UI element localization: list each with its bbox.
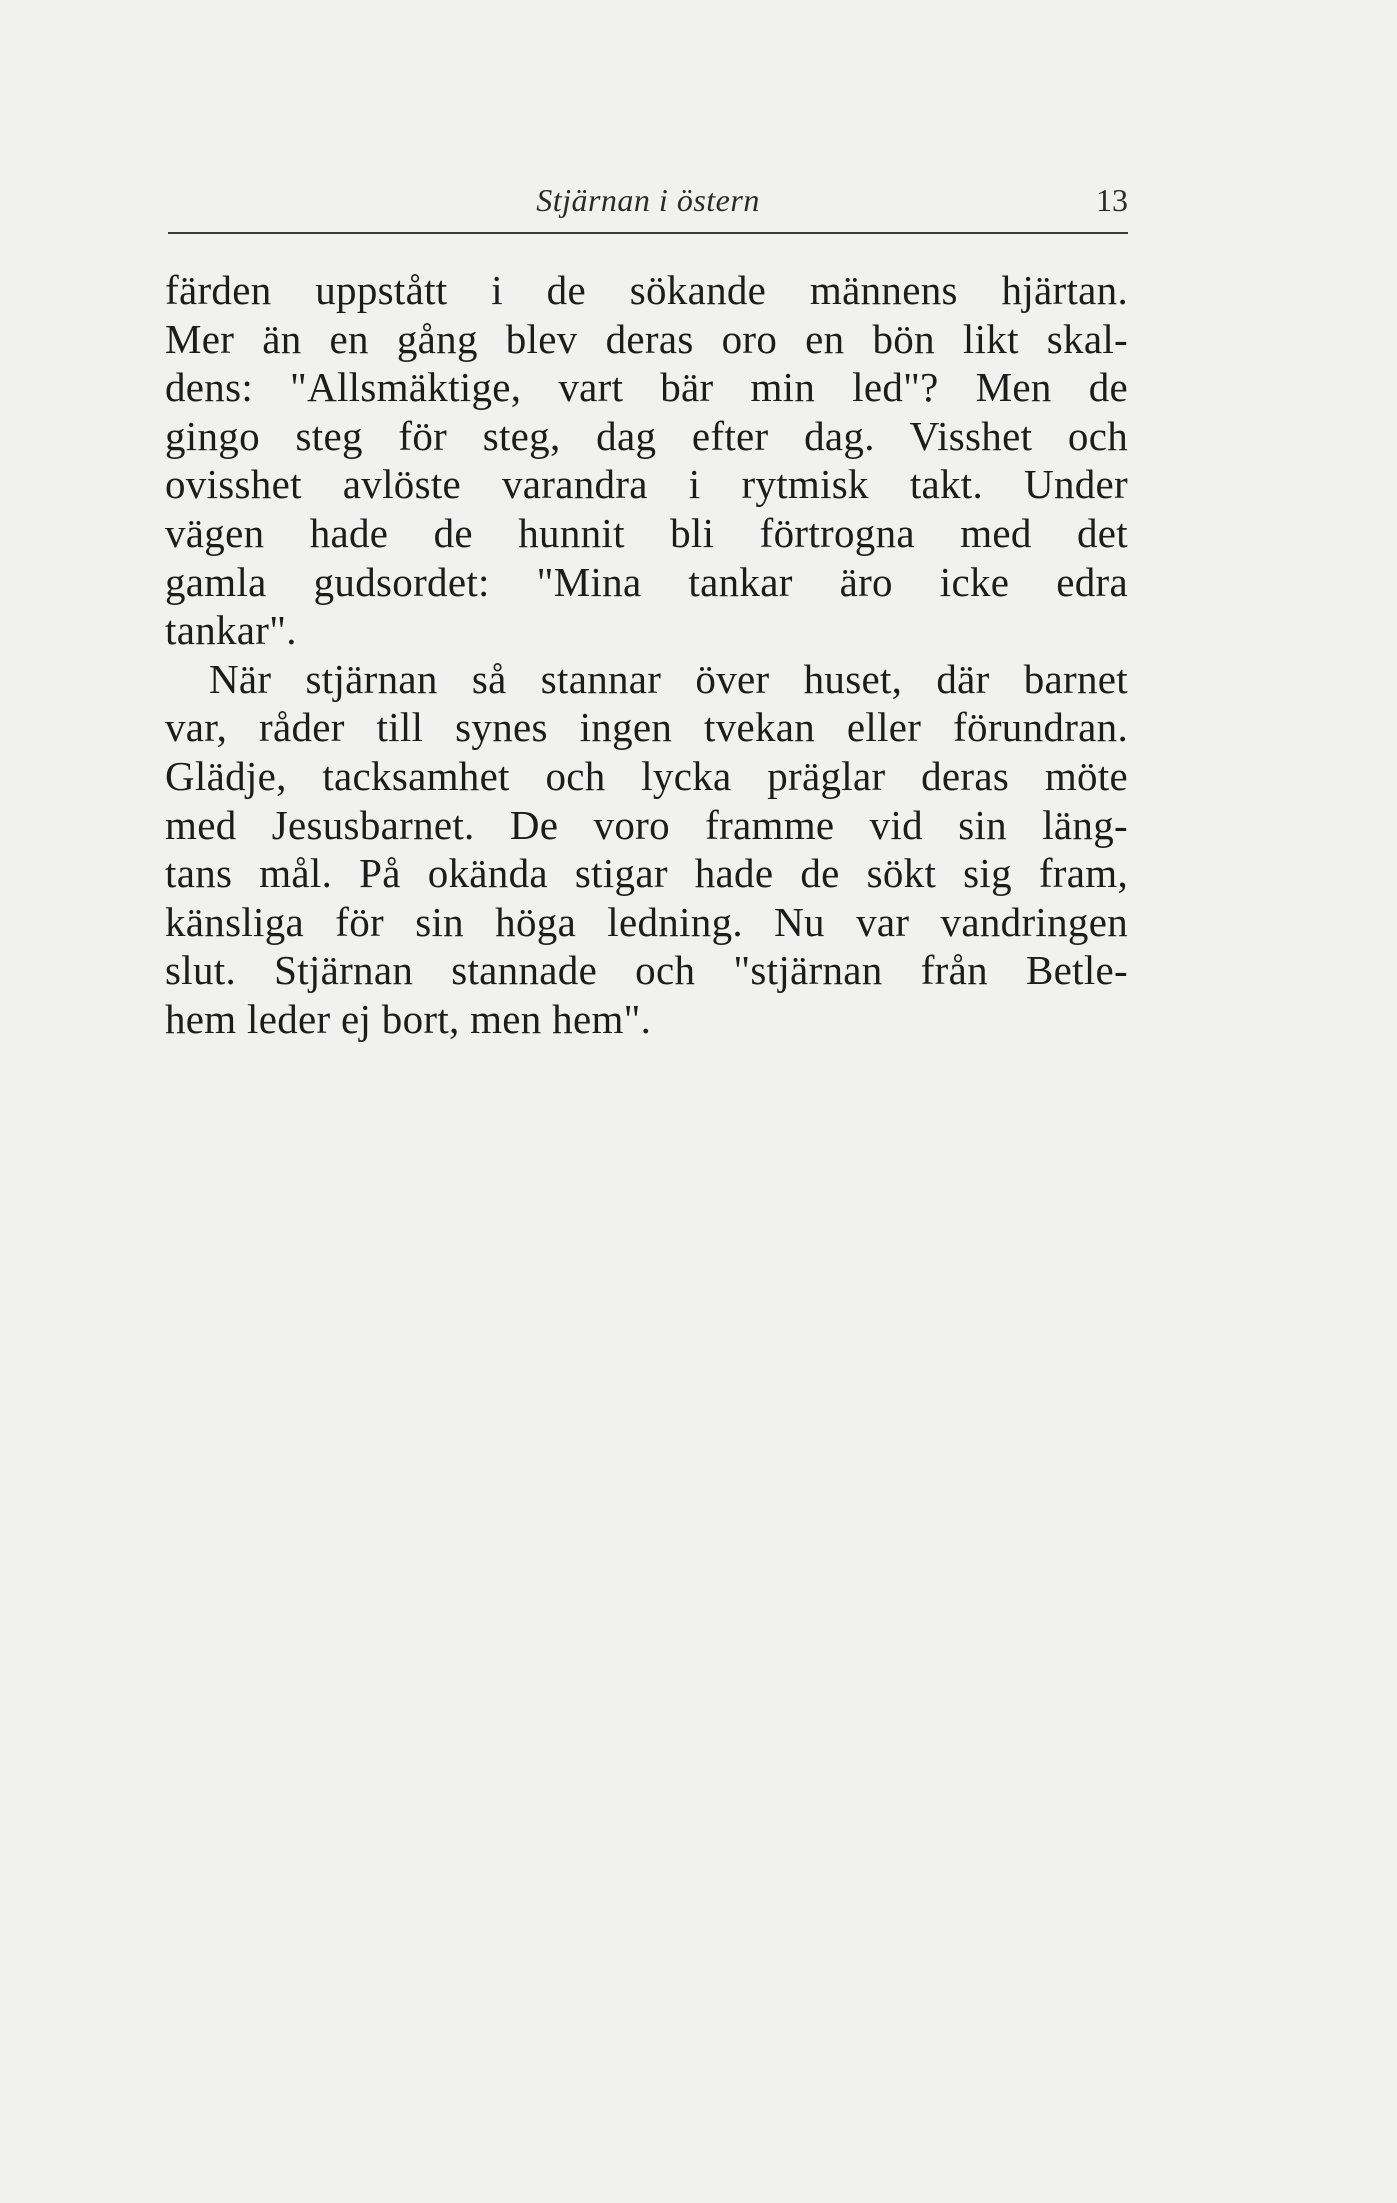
running-head — [168, 176, 1128, 228]
text-line: gamla gudsordet: "Mina tankar äro icke edra — [165, 558, 1128, 605]
text-line: dens: "Allsmäktige, vart bär min led"? Men de — [165, 364, 1128, 411]
text-line: När stjärnan så stannar över huset, där barnet — [209, 655, 1128, 702]
text-line: med Jesusbarnet. De voro framme vid sin läng- — [165, 801, 1128, 848]
text-line: tankar". — [165, 607, 297, 654]
text-line: gingo steg för steg, dag efter dag. Visshet och — [165, 412, 1128, 459]
text-line: tans mål. På okända stigar hade de sökt sig fram, — [165, 850, 1128, 897]
body-text — [165, 266, 1128, 1044]
text-line: hem leder ej bort, men hem". — [165, 995, 652, 1042]
text-line: Mer än en gång blev deras oro en bön likt skal- — [165, 315, 1128, 362]
header-rule — [168, 232, 1128, 234]
text-line: Glädje, tacksamhet och lycka präglar deras möte — [165, 752, 1128, 799]
text-line: var, råder till synes ingen tvekan eller förundran. — [165, 704, 1128, 751]
text-line: känsliga för sin höga ledning. Nu var vandringen — [165, 898, 1128, 945]
text-line: vägen hade de hunnit bli förtrogna med det — [165, 509, 1128, 556]
running-title: Stjärnan i östern — [536, 182, 760, 218]
text-line: ovisshet avlöste varandra i rytmisk takt. Under — [165, 461, 1128, 508]
text-line: slut. Stjärnan stannade och "stjärnan från Betle- — [165, 947, 1128, 994]
text-line: färden uppstått i de sökande männens hjärtan. — [165, 267, 1128, 313]
page-number: 13 — [1096, 182, 1128, 218]
